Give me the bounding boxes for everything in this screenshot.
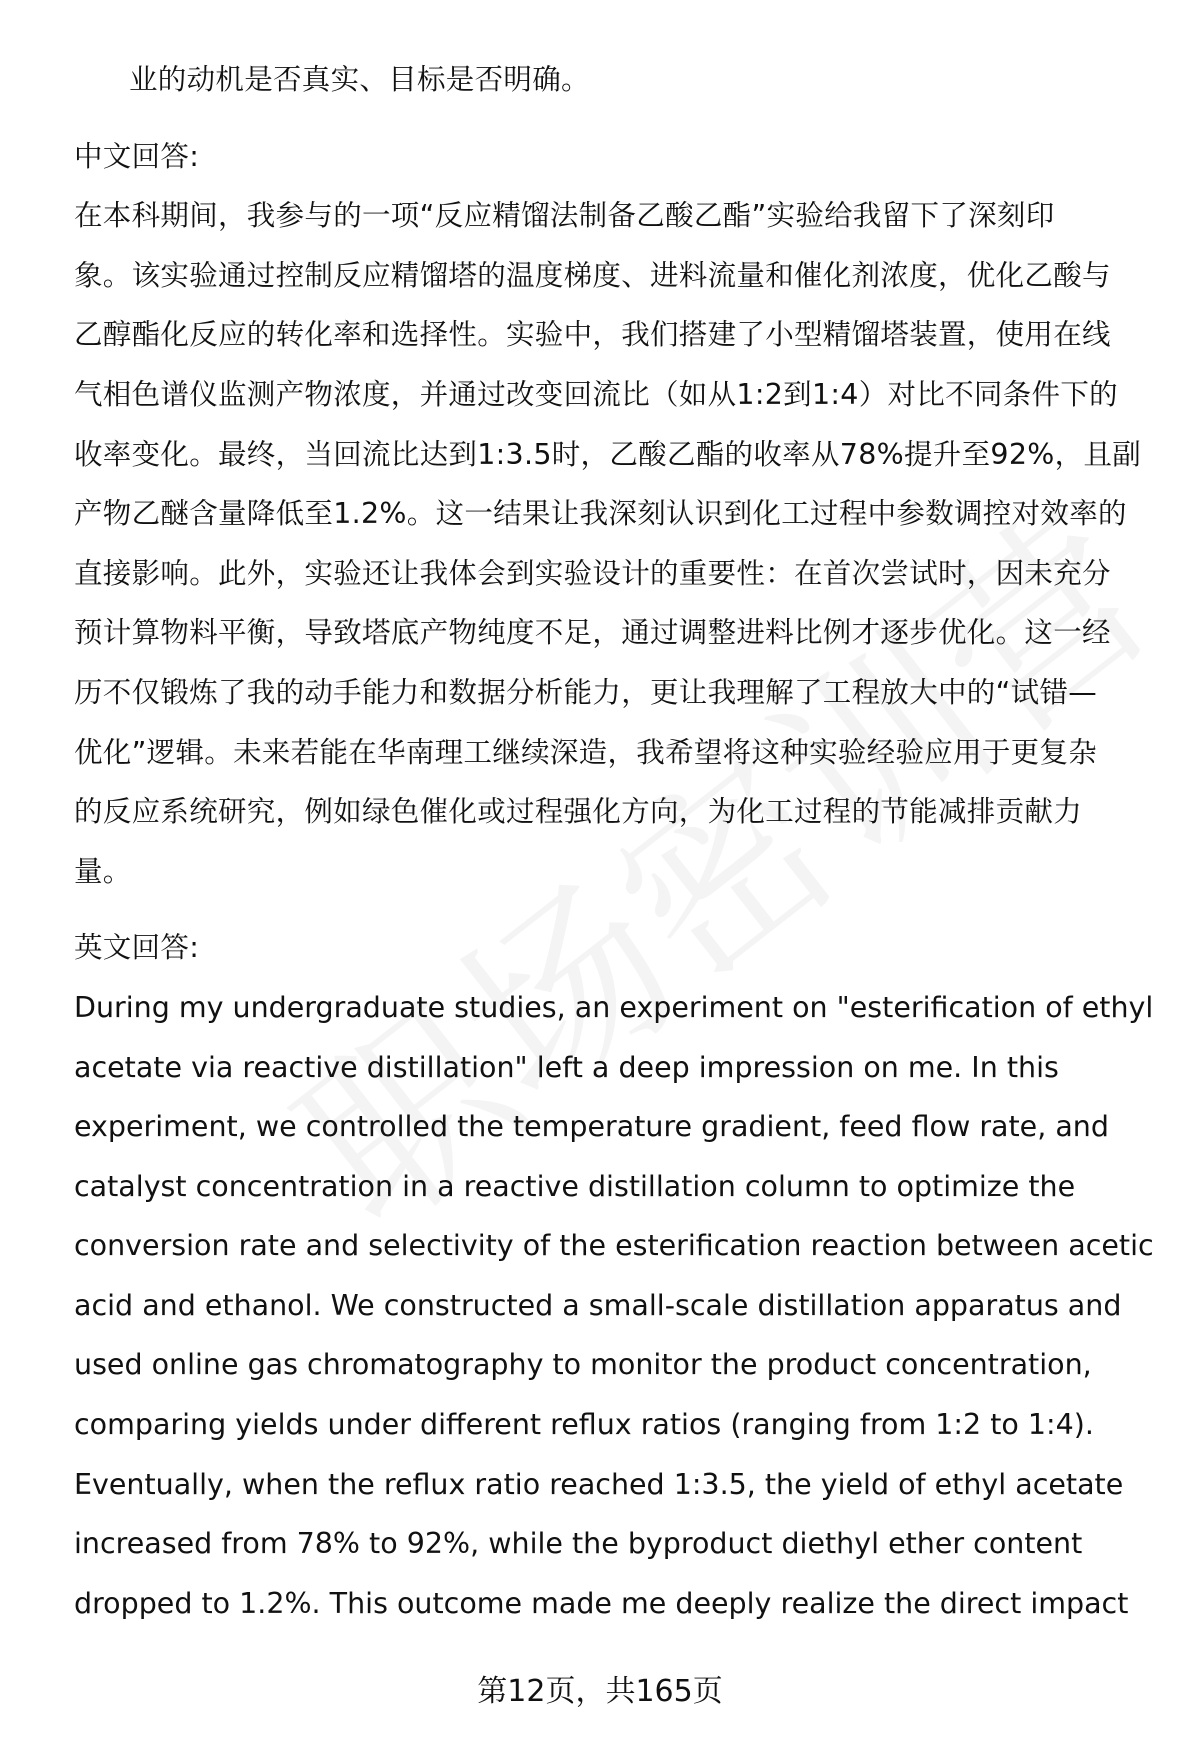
chinese-line: 优化”逻辑。未来若能在华南理工继续深造，我希望将这种实验经验应用于更复杂 <box>74 735 1098 769</box>
chinese-line: 象。该实验通过控制反应精馏塔的温度梯度、进料流量和催化剂浓度，优化乙酸与 <box>74 258 1111 292</box>
english-line: During my undergraduate studies, an experiment on "esterification of ethyl <box>74 990 1154 1024</box>
page-number-footer: 第12页，共165页 <box>477 1674 723 1709</box>
english-line: Eventually, when the reflux ratio reached 1:3.5, the yield of ethyl acetate <box>74 1467 1124 1501</box>
english-line: increased from 78% to 92%, while the byproduct diethyl ether content <box>74 1527 1083 1561</box>
english-line: dropped to 1.2%. This outcome made me deeply realize the direct impact <box>74 1586 1129 1620</box>
chinese-line: 量。 <box>74 854 132 888</box>
chinese-line: 产物乙醚含量降低至1.2%。这一结果让我深刻认识到化工过程中参数调控对效率的 <box>74 497 1127 531</box>
chinese-answer-body <box>74 186 1154 901</box>
chinese-line: 气相色谱仪监测产物浓度，并通过改变回流比（如从1:2到1:4）对比不同条件下的 <box>74 377 1118 411</box>
english-answer-heading: 英文回答: <box>74 931 200 965</box>
chinese-line: 收率变化。最终，当回流比达到1:3.5时，乙酸乙酯的收率从78%提升至92%，且副 <box>74 437 1142 471</box>
english-line: acetate via reactive distillation" left a deep impression on me. In this <box>74 1050 1059 1084</box>
english-line: conversion rate and selectivity of the esterification reaction between acetic <box>74 1229 1154 1263</box>
chinese-line: 直接影响。此外，实验还让我体会到实验设计的重要性：在首次尝试时，因未充分 <box>74 556 1111 590</box>
chinese-line: 历不仅锻炼了我的动手能力和数据分析能力，更让我理解了工程放大中的“试错— <box>74 675 1098 709</box>
chinese-line: 预计算物料平衡，导致塔底产物纯度不足，通过调整进料比例才逐步优化。这一经 <box>74 616 1111 650</box>
continuation-line: 业的动机是否真实、目标是否明确。 <box>129 63 590 96</box>
english-line: comparing yields under different reflux ratios (ranging from 1:2 to 1:4). <box>74 1408 1094 1442</box>
document-page <box>74 50 1154 1633</box>
chinese-line: 乙醇酯化反应的转化率和选择性。实验中，我们搭建了小型精馏塔装置，使用在线 <box>74 318 1111 352</box>
english-answer-body <box>74 978 1154 1634</box>
english-line: used online gas chromatography to monitor the product concentration, <box>74 1348 1092 1382</box>
chinese-answer-heading: 中文回答: <box>74 139 200 173</box>
english-line: catalyst concentration in a reactive distillation column to optimize the <box>74 1169 1076 1203</box>
chinese-line: 的反应系统研究，例如绿色催化或过程强化方向，为化工过程的节能减排贡献力 <box>74 795 1083 829</box>
english-line: experiment, we controlled the temperature gradient, feed flow rate, and <box>74 1110 1109 1144</box>
chinese-line: 在本科期间，我参与的一项“反应精馏法制备乙酸乙酯”实验给我留下了深刻印 <box>74 199 1055 233</box>
english-line: acid and ethanol. We constructed a small-scale distillation apparatus and <box>74 1288 1122 1322</box>
